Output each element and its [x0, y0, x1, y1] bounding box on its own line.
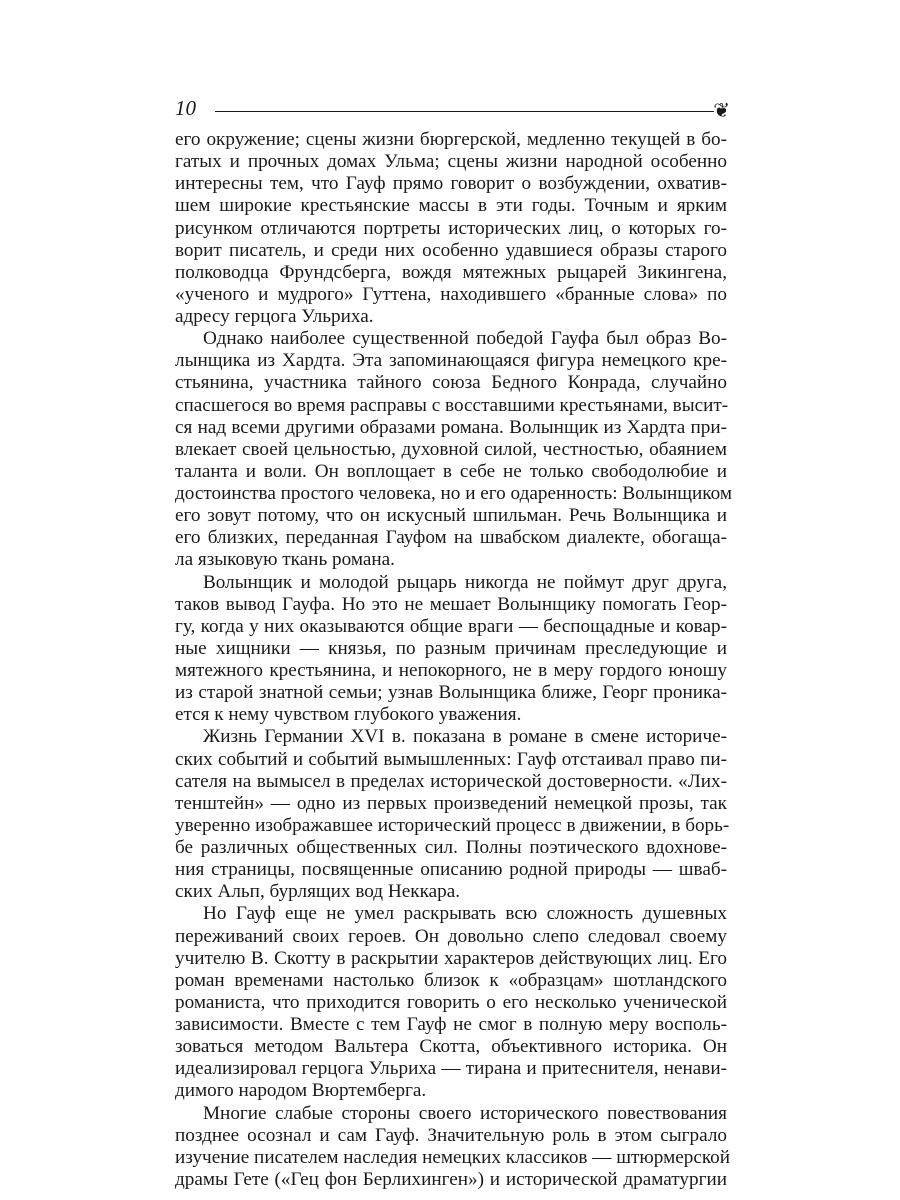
text-line: рисунком отличаются портреты исторических лиц, о которых го-	[175, 217, 727, 239]
text-line: Жизнь Германии XVI в. показана в романе в смене историче-	[203, 726, 727, 748]
text-line: ворит писатель, и среди них особенно удавшиеся образы старого	[175, 239, 727, 261]
text-line: роман временами настолько близок к «образцам» шотландского	[175, 969, 727, 991]
text-line: учителю В. Скотту в раскрытии характеров действующих лиц. Его	[175, 947, 727, 969]
text-line: Волынщик и молодой рыцарь никогда не поймут друг друга,	[203, 571, 727, 593]
text-line: драмы Гете («Гец фон Берлихинген») и исторической драматургии	[175, 1168, 727, 1190]
text-line: ется к нему чувством глубокого уважения.	[175, 704, 522, 726]
text-line: Многие слабые стороны своего исторического повествования	[203, 1102, 727, 1124]
text-line: тенштейн» — одно из первых произведений немецкой прозы, так	[175, 792, 727, 814]
text-line: достоинства простого человека, но и его одаренность: Волынщиком	[175, 483, 733, 504]
text-line: его зовут потому, что он искусный шпильман. Речь Волынщика и	[175, 505, 727, 527]
text-line: ся над всеми другими образами романа. Волынщик из Хардта при-	[175, 416, 727, 438]
text-line: мятежного крестьянина, и непокорного, не в меру гордого юношу	[175, 660, 727, 681]
text-line: идеализировал герцога Ульриха — тирана и притеснителя, ненави-	[175, 1058, 727, 1080]
body-text	[175, 129, 733, 1191]
page-number: 10	[175, 96, 196, 120]
ornament-icon: ❦	[713, 100, 730, 122]
text-line: ских событий и событий вымышленных: Гауф отстаивал право пи-	[175, 748, 727, 770]
text-line: лынщика из Хардта. Эта запоминающаяся фигура немецкого кре-	[175, 350, 727, 372]
text-line: позднее осознал и сам Гауф. Значительную роль в этом сыграло	[175, 1124, 727, 1146]
text-line: гатых и прочных домах Ульма; сцены жизни народной особенно	[175, 151, 727, 173]
text-line: ные хищники — князья, по разным причинам преследующие и	[175, 637, 727, 659]
text-line: шем широкие крестьянские массы в эти годы. Точным и ярким	[175, 195, 727, 217]
text-line: его близких, переданная Гауфом на швабском диалекте, обогаща-	[175, 527, 727, 549]
text-line: таланта и воли. Он воплощает в себе не только свободолюбие и	[175, 460, 727, 482]
text-line: гу, когда у них оказываются общие враги — беспощадные и ковар-	[175, 615, 727, 637]
text-line: бе различных общественных сил. Полны поэтического вдохнове-	[175, 837, 727, 858]
paragraph	[175, 1102, 731, 1192]
text-line: переживаний своих героев. Он довольно слепо следовал своему	[175, 925, 727, 947]
text-line: интересны тем, что Гауф прямо говорит о возбуждении, охватив-	[175, 173, 727, 195]
text-line: ских Альп, бурлящих вод Неккара.	[175, 881, 461, 903]
text-line: зоваться методом Вальтера Скотта, объективного историка. Он	[175, 1036, 727, 1058]
text-line: его окружение; сцены жизни бюргерской, медленно текущей в бо-	[175, 129, 727, 150]
running-header	[175, 96, 730, 126]
paragraph	[175, 572, 727, 727]
text-line: Однако наиболее существенной победой Гауфа был образ Во-	[203, 328, 727, 350]
text-line: романиста, что приходится говорить о его несколько ученической	[175, 991, 727, 1013]
paragraph	[175, 903, 727, 1102]
text-line: полководца Фрундсберга, вождя мятежных рыцарей Зикингена,	[175, 261, 727, 283]
paragraph	[175, 129, 727, 328]
header-rule	[215, 111, 714, 112]
text-line: таков вывод Гауфа. Но это не мешает Волынщику помогать Геор-	[175, 593, 727, 615]
text-line: спасшегося во время расправы с восставшими крестьянами, высит-	[175, 394, 729, 416]
text-line: из старой знатной семьи; узнав Волынщика ближе, Георг проника-	[175, 682, 727, 704]
text-line: «ученого и мудрого» Гуттена, находившего «бранные слова» по	[175, 283, 727, 305]
text-line: уверенно изображавшее исторический процесс в движении, в борь-	[175, 814, 730, 836]
text-line: стьянина, участника тайного союза Бедного Конрада, случайно	[175, 372, 727, 394]
text-line: зависимости. Вместе с тем Гауф не смог в полную меру восполь-	[175, 1014, 727, 1035]
text-line: ния страницы, посвященные описанию родной природы — шваб-	[175, 859, 727, 881]
text-line: изучение писателем наследия немецких классиков — штюрмерской	[175, 1146, 731, 1168]
paragraph	[175, 328, 733, 571]
text-line: ла языковую ткань романа.	[175, 549, 395, 571]
text-line: димого народом Вюртемберга.	[175, 1080, 427, 1102]
text-line: сателя на вымысел в пределах исторической достоверности. «Лих-	[175, 770, 727, 792]
text-line: Но Гауф еще не умел раскрывать всю сложность душевных	[203, 903, 727, 925]
text-line: влекает своей цельностью, духовной силой, честностью, обаянием	[175, 438, 727, 460]
text-line: адресу герцога Ульриха.	[175, 306, 374, 327]
paragraph	[175, 726, 730, 903]
